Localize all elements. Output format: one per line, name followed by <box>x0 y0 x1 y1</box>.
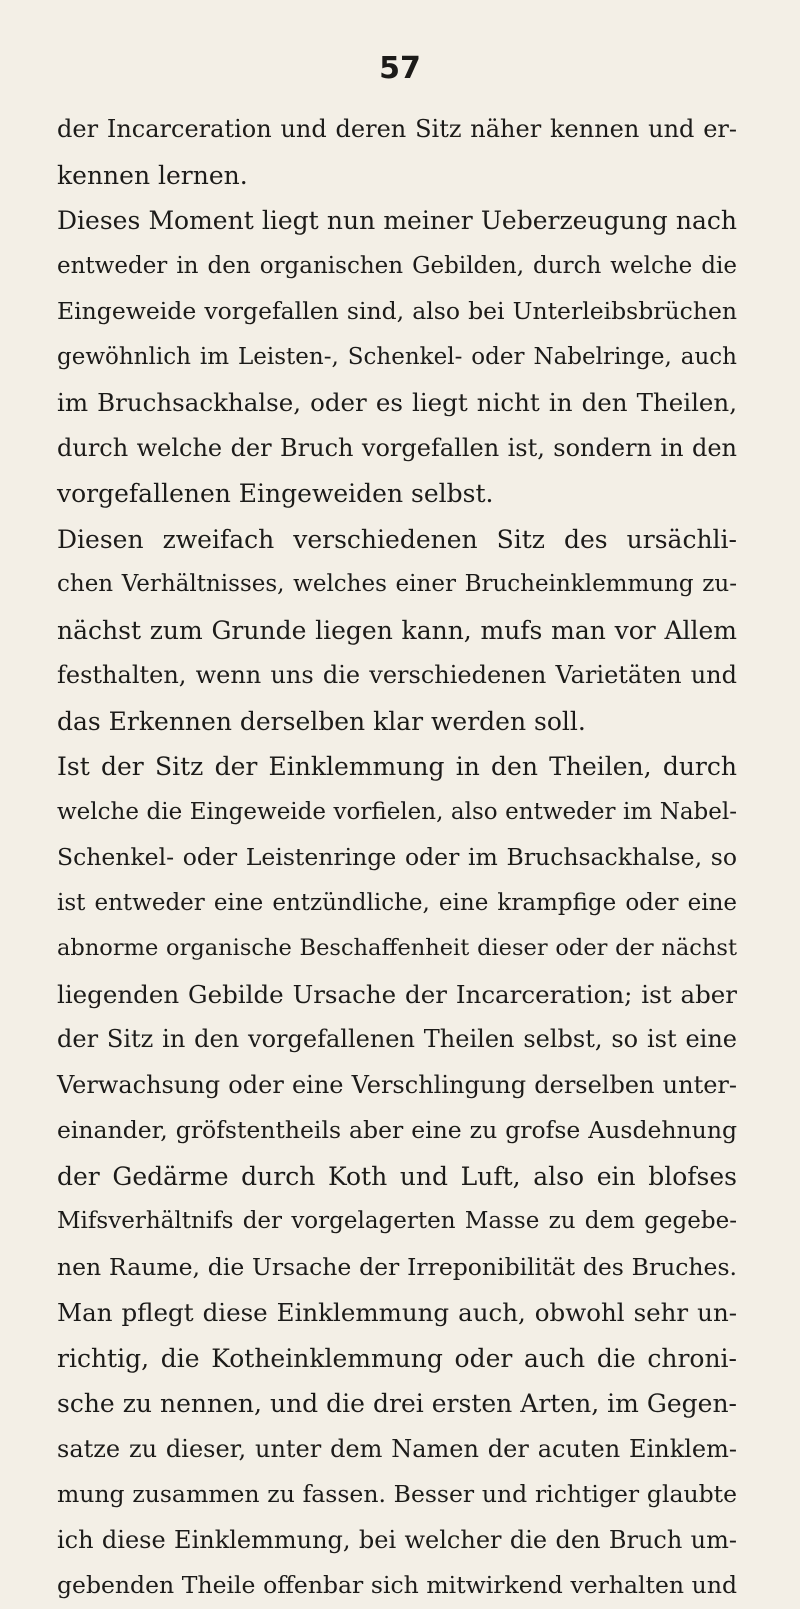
text-line: gewöhnlich im Leisten-, Schenkel- oder Nabelringe, auch <box>57 343 737 370</box>
text-line: sche zu nennen, und die drei ersten Arten, im Gegen- <box>57 1389 737 1418</box>
text-line: Verwachsung oder eine Verschlingung derselben unter- <box>57 1070 737 1099</box>
page-number: 57 <box>379 51 421 86</box>
text-line: chen Verhältnisses, welches einer Brucheinklemmung zu- <box>57 571 737 597</box>
text-line: richtig, die Kotheinklemmung oder auch die chroni- <box>57 1343 737 1373</box>
text-line: gebenden Theile offenbar sich mitwirkend verhalten und <box>57 1571 737 1599</box>
body-text <box>57 107 737 1609</box>
text-line: der Sitz in den vorgefallenen Theilen selbst, so ist eine <box>57 1025 737 1053</box>
text-line: das Erkennen derselben klar werden soll. <box>57 706 586 736</box>
text-line: im Bruchsackhalse, oder es liegt nicht in den Theilen, <box>57 388 737 417</box>
text-line: der Incarceration und deren Sitz näher kennen und er- <box>57 115 737 143</box>
text-line: Man pflegt diese Einklemmung auch, obwohl sehr un- <box>57 1298 737 1327</box>
text-line: nen Raume, die Ursache der Irreponibilität des Bruches. <box>57 1252 737 1281</box>
text-line: Mifsverhältnifs der vorgelagerten Masse zu dem gegebe- <box>57 1208 737 1234</box>
text-line: festhalten, wenn uns die verschiedenen Varietäten und <box>57 661 737 689</box>
text-line: ich diese Einklemmung, bei welcher die den Bruch um- <box>57 1525 737 1554</box>
text-line: abnorme organische Beschaffenheit dieser oder der nächst <box>57 935 737 961</box>
text-line: der Gedärme durch Koth und Luft, also ein blofses <box>57 1161 737 1191</box>
text-line: kennen lernen. <box>57 160 248 190</box>
text-line: einander, gröfstentheils aber eine zu grofse Ausdehnung <box>57 1116 737 1144</box>
text-line: ist entweder eine entzündliche, eine krampfige oder eine <box>57 889 737 916</box>
text-line: satze zu dieser, unter dem Namen der acuten Einklem- <box>57 1434 737 1463</box>
text-line: Diesen zweifach verschiedenen Sitz des ursächli- <box>57 524 737 554</box>
text-line: durch welche der Bruch vorgefallen ist, sondern in den <box>57 433 737 462</box>
text-line: welche die Eingeweide vorfielen, also entweder im Nabel- <box>57 798 737 825</box>
text-line: Ist der Sitz der Einklemmung in den Theilen, durch <box>57 752 737 781</box>
text-line: mung zusammen zu fassen. Besser und richtiger glaubte <box>57 1480 737 1508</box>
text-line: Dieses Moment liegt nun meiner Ueberzeugung nach <box>57 206 737 235</box>
text-line: nächst zum Grunde liegen kann, mufs man vor Allem <box>57 615 737 645</box>
text-line: vorgefallenen Eingeweiden selbst. <box>57 479 494 508</box>
text-line: Eingeweide vorgefallen sind, also bei Unterleibsbrüchen <box>57 297 737 325</box>
text-line: liegenden Gebilde Ursache der Incarceration; ist aber <box>57 979 737 1009</box>
text-line: entweder in den organischen Gebilden, durch welche die <box>57 252 737 279</box>
text-line: Schenkel- oder Leistenringe oder im Bruchsackhalse, so <box>57 843 737 871</box>
